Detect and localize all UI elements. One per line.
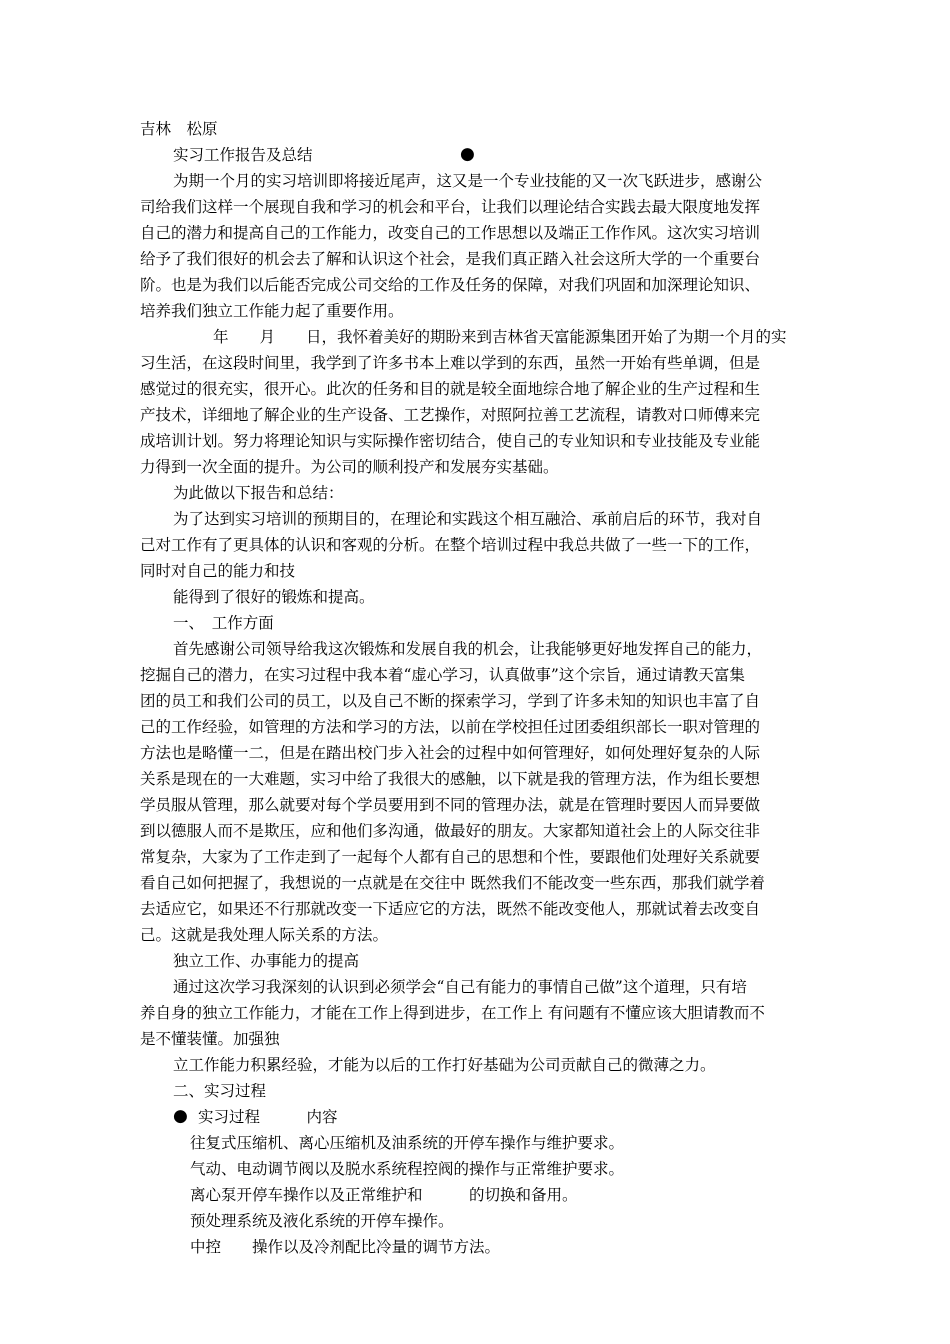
location-header: 吉林 松原: [140, 120, 218, 138]
paragraph-line: 阶。也是为我们以后能否完成公司交给的工作及任务的保障，对我们巩固和加深理论知识、: [140, 276, 761, 294]
paragraph-line: 为此做以下报告和总结：: [173, 484, 344, 502]
paragraph-line: 给予了我们很好的机会去了解和认识这个社会，是我们真正踏入社会这所大学的一个重要台: [140, 250, 761, 268]
paragraph-line: 到以德服人而不是欺压，应和他们多沟通，做最好的朋友。大家都知道社会上的人际交往非: [140, 822, 761, 840]
paragraph-line: 方法也是略懂一二，但是在踏出校门步入社会的过程中如何管理好，如何处理好复杂的人际: [140, 744, 761, 762]
paragraph-line: 己对工作有了更具体的认识和客观的分析。在整个培训过程中我总共做了一些一下的工作，: [140, 536, 761, 554]
paragraph-line: 挖掘自己的潜力，在实习过程中我本着“虚心学习，认真做事”这个宗旨，通过请教天富集: [140, 666, 745, 684]
paragraph-line: 通过这次学习我深刻的认识到必须学会“自己有能力的事情自己做”这个道理，只有培: [173, 978, 747, 996]
paragraph-line: 学员服从管理，那么就要对每个学员要用到不同的管理办法，就是在管理时要因人而异要做: [140, 796, 761, 814]
list-item: 气动、电动调节阀以及脱水系统程控阀的操作与正常维护要求。: [190, 1160, 625, 1178]
paragraph-line: 看自己如何把握了，我想说的一点就是在交往中 既然我们不能改变一些东西，那我们就学着: [140, 874, 765, 892]
paragraph-line: 年 月 日，我怀着美好的期盼来到吉林省天富能源集团开始了为期一个月的实: [213, 328, 787, 346]
document-title: 实习工作报告及总结: [173, 146, 313, 164]
section-heading: 独立工作、办事能力的提高: [173, 952, 360, 970]
section-heading: 二、实习过程: [173, 1082, 267, 1100]
list-header: 实习过程 内容: [198, 1108, 338, 1126]
paragraph-line: 为了达到实习培训的预期目的，在理论和实践这个相互融洽、承前启后的环节，我对自: [173, 510, 763, 528]
paragraph-line: 养自身的独立工作能力，才能在工作上得到进步，在工作上 有问题有不懂应该大胆请教而不: [140, 1004, 765, 1022]
paragraph-line: 团的员工和我们公司的员工，以及自己不断的探索学习，学到了许多未知的知识也丰富了自: [140, 692, 761, 710]
paragraph-line: 培养我们独立工作能力起了重要作用。: [140, 302, 404, 320]
list-bullet-icon: ●: [173, 1106, 188, 1126]
paragraph-line: 成培训计划。努力将理论知识与实际操作密切结合，使自己的专业知识和专业技能及专业能: [140, 432, 761, 450]
paragraph-line: 关系是现在的一大难题，实习中给了我很大的感触，以下就是我的管理方法，作为组长要想: [140, 770, 761, 788]
list-item: 往复式压缩机、离心压缩机及油系统的开停车操作与维护要求。: [190, 1134, 625, 1152]
paragraph-line: 己。这就是我处理人际关系的方法。: [140, 926, 389, 944]
paragraph-line: 首先感谢公司领导给我这次锻炼和发展自我的机会，让我能够更好地发挥自己的能力，: [173, 640, 763, 658]
paragraph-line: 立工作能力积累经验，才能为以后的工作打好基础为公司贡献自己的微薄之力。: [173, 1056, 716, 1074]
paragraph-line: 力得到一次全面的提升。为公司的顺利投产和发展夯实基础。: [140, 458, 559, 476]
paragraph-line: 为期一个月的实习培训即将接近尾声，这又是一个专业技能的又一次飞跃进步，感谢公: [173, 172, 763, 190]
paragraph-line: 常复杂，大家为了工作走到了一起每个人都有自己的思想和个性，要跟他们处理好关系就要: [140, 848, 761, 866]
paragraph-line: 同时对自己的能力和技: [140, 562, 296, 580]
paragraph-line: 己的工作经验，如管理的方法和学习的方法，以前在学校担任过团委组织部长一职对管理的: [140, 718, 761, 736]
paragraph-line: 能得到了很好的锻炼和提高。: [173, 588, 375, 606]
title-bullet-icon: ●: [460, 144, 475, 164]
paragraph-line: 是不懂装懂。加强独: [140, 1030, 280, 1048]
section-heading: 一、 工作方面: [173, 614, 274, 632]
paragraph-line: 自己的潜力和提高自己的工作能力，改变自己的工作思想以及端正工作作风。这次实习培训: [140, 224, 761, 242]
paragraph-line: 感觉过的很充实，很开心。此次的任务和目的就是较全面地综合地了解企业的生产过程和生: [140, 380, 761, 398]
paragraph-line: 去适应它，如果还不行那就改变一下适应它的方法，既然不能改变他人，那就试着去改变自: [140, 900, 761, 918]
paragraph-line: 习生活，在这段时间里，我学到了许多书本上难以学到的东西，虽然一开始有些单调，但是: [140, 354, 761, 372]
list-item: 中控 操作以及冷剂配比冷量的调节方法。: [190, 1238, 501, 1256]
list-item: 预处理系统及液化系统的开停车操作。: [190, 1212, 454, 1230]
paragraph-line: 司给我们这样一个展现自我和学习的机会和平台，让我们以理论结合实践去最大限度地发挥: [140, 198, 761, 216]
list-item: 离心泵开停车操作以及正常维护和 的切换和备用。: [190, 1186, 578, 1204]
paragraph-line: 产技术，详细地了解企业的生产设备、工艺操作，对照阿拉善工艺流程，请教对口师傅来完: [140, 406, 761, 424]
